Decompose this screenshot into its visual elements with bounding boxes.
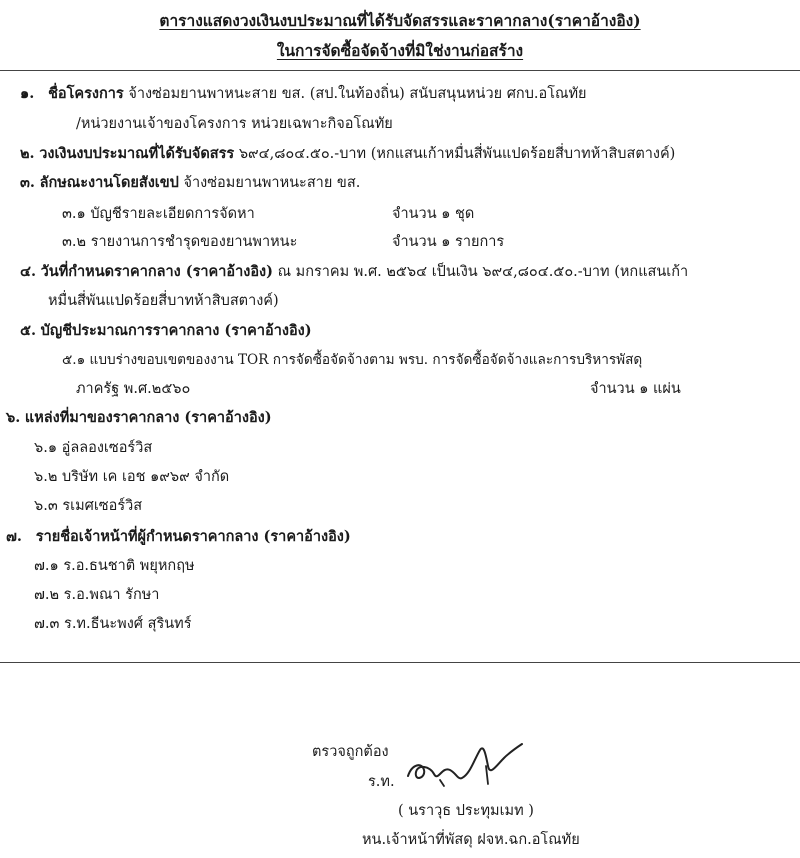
section-5 [20,321,312,341]
section-1-label: ชื่อโครงการ [48,85,124,102]
section-4-continuation: หมื่นสี่พันแปดร้อยสี่บาทห้าสิบสตางค์) [48,293,279,309]
section-3-label: ลักษณะงานโดยสังเขป [39,174,179,191]
signer-name: ( นราวุธ ประทุมเมท ) [398,803,534,819]
section-3-text: จ้างซ่อมยานพาหนะสาย ขส. [183,175,361,191]
handwritten-signature [400,736,530,796]
section-6 [6,408,272,428]
section-4-number: ๔. [20,263,37,280]
section-7-item: ๗.๒ ร.อ.พณา รักษา [34,587,160,603]
section-3-item-label: ๓.๒ รายงานการชำรุดของยานพาหนะ [62,234,298,250]
section-5-number: ๕. [20,322,37,339]
section-7-number: ๗. [6,528,22,545]
section-3-number: ๓. [20,174,35,191]
section-7 [6,527,351,547]
section-5-label: บัญชีประมาณการราคากลาง (ราคาอ้างอิง) [40,322,312,339]
section-1-continuation: /หน่วยงานเจ้าของโครงการ หน่วยเฉพาะกิจอโณทัย [76,116,393,132]
verified-label: ตรวจถูกต้อง [312,744,389,760]
section-7-label: รายชื่อเจ้าหน้าที่ผู้กำหนดราคากลาง (ราคาอ้างอิง) [35,528,351,545]
section-2 [20,144,675,164]
signer-position: หน.เจ้าหน้าที่พัสดุ ฝจห.ฉก.อโณทัย [362,832,580,848]
section-3-item-label: ๓.๑ บัญชีรายละเอียดการจัดหา [62,206,255,222]
section-5-item: ๕.๑ แบบร่างขอบเขตของงาน TOR การจัดซื้อจัดจ้างตาม พรบ. การจัดซื้อจัดจ้างและการบริหารพัสดุ [62,352,643,368]
section-1-number: ๑. [20,85,35,102]
section-1 [20,84,587,104]
section-5-item-continuation: ภาครัฐ พ.ศ.๒๕๖๐ [76,381,191,397]
section-7-item: ๗.๑ ร.อ.ธนชาติ พยุหกฤษ [34,558,195,574]
section-7-item: ๗.๓ ร.ท.ธีนะพงศ์ สุรินทร์ [34,616,192,632]
bottom-divider [0,662,800,663]
section-3-item-qty: จำนวน ๑ ชุด [392,206,475,222]
signer-rank: ร.ท. [368,774,395,790]
top-divider [0,70,800,71]
section-3-item-qty: จำนวน ๑ รายการ [392,234,505,250]
document-title-line2: ในการจัดซื้อจัดจ้างที่มิใช่งานก่อสร้าง [276,41,524,60]
section-4-label: วันที่กำหนดราคากลาง (ราคาอ้างอิง) [40,263,273,280]
section-5-item-qty: จำนวน ๑ แผ่น [590,381,681,397]
document-title-line1: ตารางแสดงวงเงินงบประมาณที่ได้รับจัดสรรและราคากลาง(ราคาอ้างอิง) [159,11,641,30]
section-6-item: ๖.๑ อู่ลลองเซอร์วิส [34,440,153,456]
section-3 [20,173,360,193]
section-2-number: ๒. [20,145,35,162]
section-1-text: จ้างซ่อมยานพาหนะสาย ขส. (สป.ในท้องถิ่น) สนับสนุนหน่วย ศกบ.อโณทัย [128,86,587,102]
section-6-label: แหล่งที่มาของราคากลาง (ราคาอ้างอิง) [24,409,272,426]
section-6-item: ๖.๒ บริษัท เค เอช ๑๙๖๙ จำกัด [34,469,230,485]
section-6-number: ๖. [6,409,21,426]
section-4-text: ณ มกราคม พ.ศ. ๒๕๖๔ เป็นเงิน ๖๙๔,๘๐๔.๕๐.-บาท (หกแสนเก้า [277,264,689,280]
section-2-text: ๖๙๔,๘๐๔.๕๐.-บาท (หกแสนเก้าหมื่นสี่พันแปดร้อยสี่บาทห้าสิบสตางค์) [238,146,676,162]
section-2-label: วงเงินงบประมาณที่ได้รับจัดสรร [39,145,235,162]
section-6-item: ๖.๓ รเมศเซอร์วิส [34,498,143,514]
section-4 [20,262,688,282]
